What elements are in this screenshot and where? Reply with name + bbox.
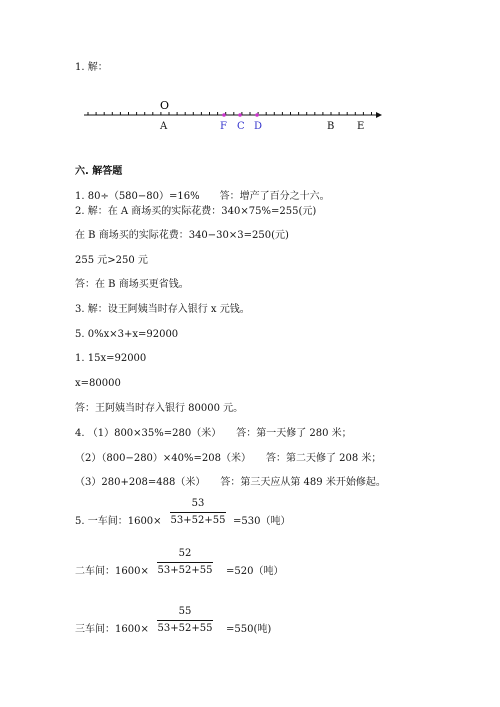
fraction-bar	[157, 562, 213, 563]
q5-row-3-fraction	[157, 606, 213, 635]
answer-line-1: 1. 80÷（580−80）=16% 答：增产了百分之十六。	[75, 191, 330, 202]
point-label-a: A	[160, 121, 168, 132]
answer-line-7: 5. 0%x×3+x=92000	[75, 329, 179, 340]
answer-line-10: 答：王阿姨当时存入银行 80000 元。	[75, 403, 244, 414]
q5-row-2	[75, 548, 375, 588]
point-label-e: E	[357, 121, 365, 132]
point-dot-d	[255, 113, 259, 117]
q5-row-1-fraction	[170, 498, 226, 527]
fraction-numerator: 53	[191, 498, 205, 509]
fraction-denominator: 53+52+55	[157, 565, 213, 576]
origin-mark: O	[160, 99, 170, 112]
q5-row-2-result: =520（吨）	[226, 566, 284, 577]
q5-row-1	[75, 498, 375, 538]
fraction-bar	[157, 620, 213, 621]
point-dot-f	[222, 113, 226, 117]
answer-line-11: 4. （1）800×35%=280（米） 答：第一天修了 280 米；	[75, 428, 352, 439]
q5-row-3-result: =550(吨)	[226, 624, 272, 635]
fraction-denominator: 53+52+55	[157, 623, 213, 634]
q5-row-3	[75, 606, 375, 646]
point-label-c: C	[237, 121, 245, 132]
answer-line-5: 答：在 B 商场买更省钱。	[75, 279, 189, 290]
answer-line-6: 3. 解：设王阿姨当时存入银行 x 元钱。	[75, 304, 250, 315]
answer-line-12: （2）（800−280）×40%=208（米） 答：第二天修了 208 米；	[75, 453, 382, 464]
number-line-arrow	[376, 112, 382, 118]
answer-line-9: x=80000	[75, 378, 121, 389]
point-label-b: B	[327, 121, 335, 132]
answer-line-13: （3）280+208=488（米） 答：第三天应从第 489 米开始修起。	[75, 477, 386, 488]
answer-line-2: 2. 解：在 A 商场买的实际花费：340×75%=255(元)	[75, 206, 317, 217]
q5-row-1-prefix: 5. 一车间：1600×	[75, 516, 162, 527]
fraction-numerator: 55	[178, 606, 192, 617]
point-dot-c	[238, 113, 242, 117]
point-label-f: F	[220, 121, 227, 132]
answer-line-4: 255 元>250 元	[75, 255, 148, 266]
q5-row-3-prefix: 三车间：1600×	[75, 624, 149, 635]
fraction-denominator: 53+52+55	[170, 515, 226, 526]
fraction-numerator: 52	[178, 548, 192, 559]
q5-row-1-result: =530（吨）	[233, 516, 291, 527]
point-label-d: D	[254, 121, 263, 132]
q1-label: 1. 解：	[75, 62, 108, 73]
number-line-diagram	[0, 95, 500, 155]
fraction-bar	[170, 512, 226, 513]
answer-line-8: 1. 15x=92000	[75, 353, 147, 364]
q5-row-2-prefix: 二车间：1600×	[75, 566, 149, 577]
q5-row-2-fraction	[157, 548, 213, 577]
answer-line-3: 在 B 商场买的实际花费：340−30×3=250(元)	[75, 230, 289, 241]
section-heading: 六. 解答题	[75, 166, 123, 177]
